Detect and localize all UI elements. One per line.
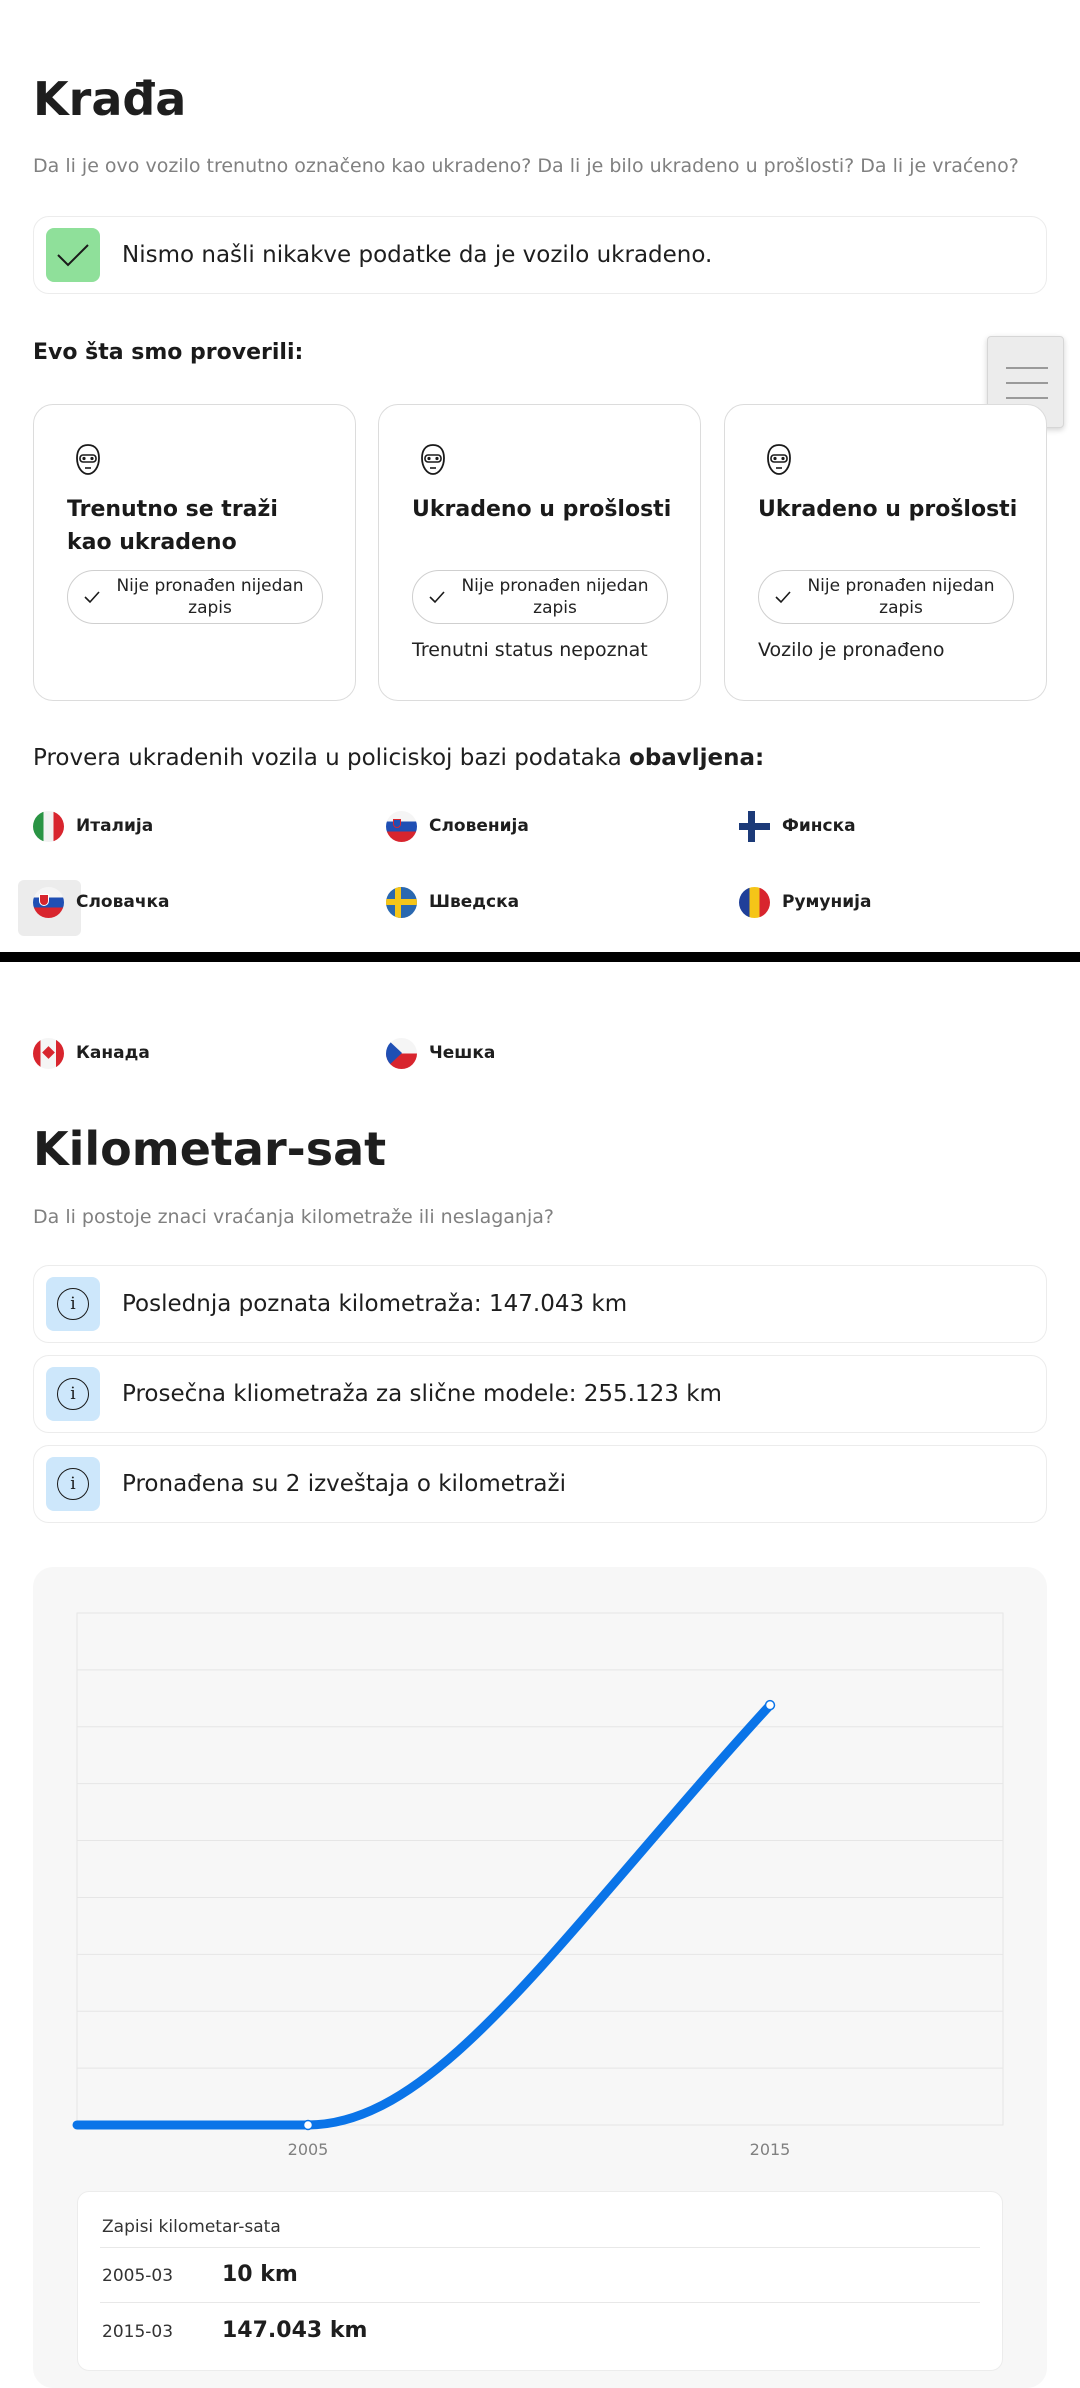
checkmark-icon: [56, 242, 90, 268]
country-canada: Канада: [33, 1037, 150, 1069]
police-check-status: obavljena:: [629, 745, 765, 771]
x-tick-label: 2005: [287, 2140, 329, 2159]
theft-title: Krađa: [33, 72, 187, 126]
masked-thief-icon: [74, 443, 102, 477]
hamburger-menu-icon: [1006, 367, 1048, 369]
masked-thief-icon: [419, 443, 447, 477]
records-title: Zapisi kilometar-sata: [102, 2217, 281, 2237]
info-icon: i: [57, 1378, 89, 1410]
canada-flag-icon: [33, 1038, 64, 1069]
record-value: 10 km: [222, 2262, 298, 2287]
status-pill: [67, 570, 323, 624]
sweden-flag-icon: [386, 887, 417, 918]
card-status: Trenutni status nepoznat: [412, 639, 648, 661]
checked-title: Evo šta smo proverili:: [33, 340, 304, 365]
theft-subtitle: Da li je ovo vozilo trenutno označeno kao ukradeno? Da li je bilo ukradeno u prošlosti? Da li je vraćeno?: [33, 155, 1019, 177]
status-pill: [758, 570, 1014, 624]
record-date: 2015-03: [102, 2322, 174, 2342]
theft-card: [33, 404, 356, 701]
x-tick-label: 2015: [749, 2140, 791, 2159]
theft-card: [724, 404, 1047, 701]
status-pill-text: Nije pronađen nijedan zapis: [807, 576, 995, 618]
info-icon: i: [57, 1288, 89, 1320]
status-pill-text: Nije pronađen nijedan zapis: [116, 576, 304, 618]
status-pill: [412, 570, 668, 624]
slovakia-flag-icon: [33, 887, 64, 918]
record-date: 2005-03: [102, 2266, 174, 2286]
romania-flag-icon: [739, 887, 770, 918]
section-divider: [0, 952, 1080, 962]
theft-card: [378, 404, 701, 701]
info-icon: i: [57, 1468, 89, 1500]
slovenia-flag-icon: [386, 811, 417, 842]
masked-thief-icon: [765, 443, 793, 477]
country-finland: Финска: [739, 810, 856, 842]
plot-area: [77, 1613, 1003, 2125]
checkmark-icon: [773, 587, 793, 607]
odometer-chart: [33, 1567, 1047, 2167]
country-czechia: Чешка: [386, 1037, 495, 1069]
info-badge: [46, 1457, 100, 1511]
odometer-records: [77, 2191, 1003, 2371]
finland-flag-icon: [739, 811, 770, 842]
info-badge: [46, 1367, 100, 1421]
odometer-notice: [33, 1265, 1047, 1343]
card-status: Vozilo je pronađeno: [758, 639, 945, 661]
theft-notice: [33, 216, 1047, 294]
card-title: Ukradeno u prošlosti: [758, 497, 1018, 522]
odometer-notice: [33, 1355, 1047, 1433]
odometer-subtitle: Da li postoje znaci vraćanja kilometraže ili neslaganja?: [33, 1206, 554, 1228]
odometer-notice-text: Prosečna kliometraža za slične modele: 255.123 km: [122, 1381, 722, 1407]
checkmark-icon: [82, 587, 102, 607]
info-badge: [46, 1277, 100, 1331]
country-sweden: Шведска: [386, 886, 519, 918]
data-point: [304, 2120, 313, 2129]
card-title: Trenutno se traži kao ukradeno: [67, 497, 278, 555]
odometer-notice-text: Pronađena su 2 izveštaja o kilometraži: [122, 1471, 566, 1497]
odometer-chart-panel: [33, 1567, 1047, 2388]
status-pill-text: Nije pronađen nijedan zapis: [461, 576, 649, 618]
police-check-text: Provera ukradenih vozila u policiskoj bazi podataka obavljena:: [33, 745, 765, 771]
odometer-title: Kilometar-sat: [33, 1122, 387, 1176]
italy-flag-icon: [33, 811, 64, 842]
record-value: 147.043 km: [222, 2318, 368, 2343]
czechia-flag-icon: [386, 1038, 417, 1069]
data-point: [766, 1701, 775, 1710]
check-badge: [46, 228, 100, 282]
card-title: Ukradeno u prošlosti: [412, 497, 672, 522]
country-slovenia: Словенија: [386, 810, 529, 842]
odometer-notice-text: Poslednja poznata kilometraža: 147.043 km: [122, 1291, 628, 1317]
odometer-notice: [33, 1445, 1047, 1523]
country-slovakia: Словачка: [33, 886, 170, 918]
checkmark-icon: [427, 587, 447, 607]
country-italy: Италија: [33, 810, 153, 842]
country-romania: Румунија: [739, 886, 871, 918]
theft-notice-text: Nismo našli nikakve podatke da je vozilo ukradeno.: [122, 242, 713, 268]
